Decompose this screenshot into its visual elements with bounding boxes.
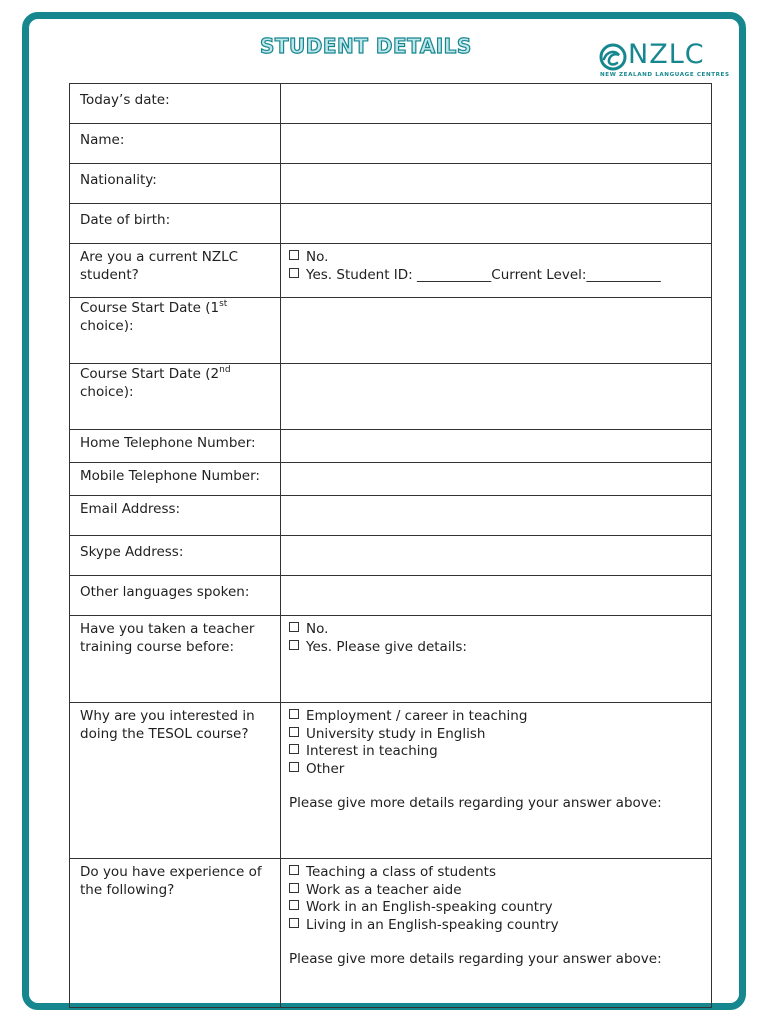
teacher-training-yes-label: Yes. Please give details: (306, 638, 467, 655)
checkbox-icon[interactable] (289, 918, 299, 928)
teacher-training-options (281, 616, 712, 703)
checkbox-icon[interactable] (289, 640, 299, 650)
course-start-1-sup: st (219, 299, 228, 309)
name-label: Name: (70, 124, 281, 164)
row-course-start-1 (70, 298, 712, 364)
interest-option-other[interactable] (289, 761, 701, 779)
experience-option-work-abroad[interactable] (289, 899, 701, 917)
interest-option-teaching[interactable] (289, 743, 701, 761)
experience-option-class[interactable] (289, 864, 701, 882)
experience-option-aide[interactable] (289, 882, 701, 900)
nationality-label: Nationality: (70, 164, 281, 204)
current-student-label-line1: Are you a current NZLC (80, 249, 239, 265)
checkbox-icon[interactable] (289, 268, 299, 278)
experience-label-line1: Do you have experience of (80, 864, 262, 880)
home-phone-field[interactable] (281, 430, 712, 463)
experience-label-line2: the following? (80, 881, 175, 898)
experience-option-label: Teaching a class of students (306, 864, 496, 880)
teacher-training-no-label: No. (306, 621, 329, 637)
row-experience (70, 859, 712, 1008)
interest-label-line2: doing the TESOL course? (80, 725, 249, 742)
row-mobile-phone (70, 463, 712, 496)
interest-option-label: Other (306, 760, 345, 777)
skype-field[interactable] (281, 536, 712, 576)
interest-option-university[interactable] (289, 726, 701, 744)
row-nationality (70, 164, 712, 204)
checkbox-icon[interactable] (289, 709, 299, 719)
checkbox-icon[interactable] (289, 865, 299, 875)
interest-label (70, 703, 281, 859)
teacher-training-label-line1: Have you taken a teacher (80, 621, 255, 637)
row-other-languages (70, 576, 712, 616)
interest-options (281, 703, 712, 859)
checkbox-icon[interactable] (289, 883, 299, 893)
checkbox-icon[interactable] (289, 744, 299, 754)
mobile-phone-label: Mobile Telephone Number: (70, 463, 281, 496)
teacher-training-label-line2: training course before: (80, 638, 235, 655)
logo-subtitle: NEW ZEALAND LANGUAGE CENTRES (600, 72, 730, 78)
current-student-yes-option[interactable] (289, 267, 701, 285)
current-student-no-option[interactable] (289, 249, 701, 267)
other-languages-label: Other languages spoken: (70, 576, 281, 616)
current-student-label (70, 244, 281, 298)
student-details-form (69, 83, 712, 1008)
skype-label: Skype Address: (70, 536, 281, 576)
home-phone-label: Home Telephone Number: (70, 430, 281, 463)
mobile-phone-field[interactable] (281, 463, 712, 496)
row-todays-date (70, 84, 712, 124)
row-date-of-birth (70, 204, 712, 244)
nzlc-wave-icon (598, 42, 628, 72)
row-skype (70, 536, 712, 576)
row-interest (70, 703, 712, 859)
checkbox-icon[interactable] (289, 622, 299, 632)
name-field[interactable] (281, 124, 712, 164)
teacher-training-yes-option[interactable] (289, 639, 701, 657)
interest-details-note: Please give more details regarding your answer above: (289, 795, 662, 811)
todays-date-label: Today’s date: (70, 84, 281, 124)
experience-option-living-abroad[interactable] (289, 917, 701, 935)
other-languages-field[interactable] (281, 576, 712, 616)
email-label: Email Address: (70, 496, 281, 536)
course-start-1-label (70, 298, 281, 364)
email-field[interactable] (281, 496, 712, 536)
experience-label (70, 859, 281, 1008)
checkbox-icon[interactable] (289, 250, 299, 260)
current-student-label-line2: student? (80, 266, 139, 283)
experience-option-label: Work in an English-speaking country (306, 899, 553, 915)
current-student-yes-label: Yes. Student ID: ___________Current Level:___________ (306, 266, 661, 283)
teacher-training-label (70, 616, 281, 703)
checkbox-icon[interactable] (289, 727, 299, 737)
experience-option-label: Work as a teacher aide (306, 881, 462, 898)
experience-details-note: Please give more details regarding your answer above: (289, 951, 662, 967)
course-start-2-label (70, 364, 281, 430)
teacher-training-no-option[interactable] (289, 621, 701, 639)
current-student-no-label: No. (306, 249, 329, 265)
checkbox-icon[interactable] (289, 900, 299, 910)
interest-option-employment[interactable] (289, 708, 701, 726)
todays-date-field[interactable] (281, 84, 712, 124)
interest-option-label: Interest in teaching (306, 743, 438, 759)
date-of-birth-label: Date of birth: (70, 204, 281, 244)
date-of-birth-field[interactable] (281, 204, 712, 244)
interest-option-label: Employment / career in teaching (306, 708, 528, 724)
current-student-options (281, 244, 712, 298)
row-email (70, 496, 712, 536)
course-start-2-line2: choice): (80, 383, 134, 400)
experience-option-label: Living in an English-speaking country (306, 916, 559, 933)
row-home-phone (70, 430, 712, 463)
page-title: STUDENT DETAILS (260, 34, 472, 58)
logo-wordmark: NZLC (628, 39, 705, 70)
row-course-start-2 (70, 364, 712, 430)
row-teacher-training (70, 616, 712, 703)
course-start-2-field[interactable] (281, 364, 712, 430)
course-start-2-text: Course Start Date (2 (80, 366, 220, 382)
row-name (70, 124, 712, 164)
checkbox-icon[interactable] (289, 762, 299, 772)
nationality-field[interactable] (281, 164, 712, 204)
interest-option-label: University study in English (306, 725, 486, 742)
interest-label-line1: Why are you interested in (80, 708, 255, 724)
row-current-student (70, 244, 712, 298)
course-start-1-line2: choice): (80, 317, 134, 334)
course-start-1-field[interactable] (281, 298, 712, 364)
nzlc-logo (598, 39, 730, 82)
course-start-2-sup: nd (219, 365, 231, 375)
course-start-1-text: Course Start Date (1 (80, 300, 220, 316)
experience-options (281, 859, 712, 1008)
